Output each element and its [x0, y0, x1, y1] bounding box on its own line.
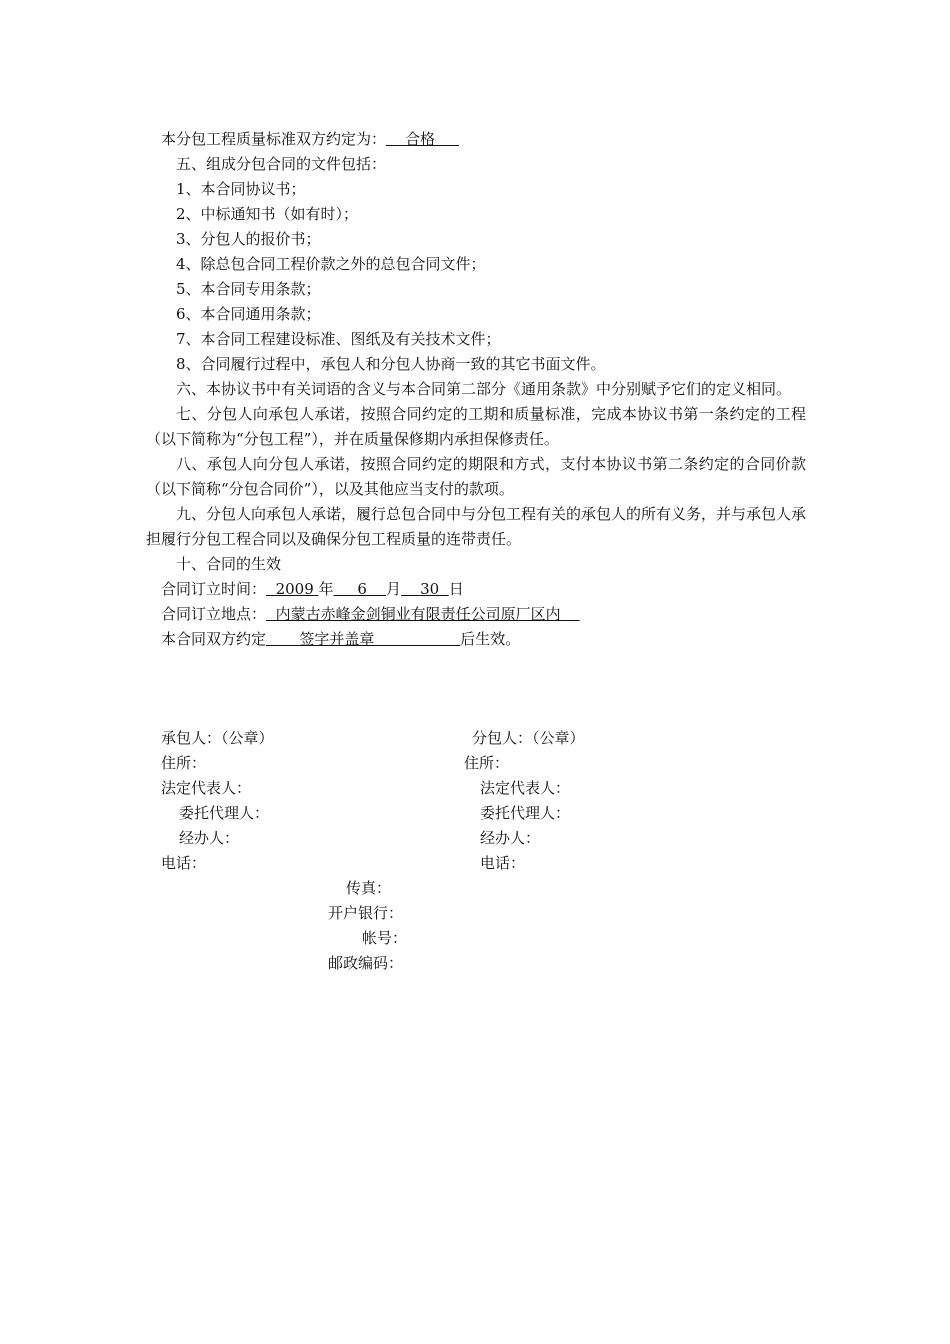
doc-item: 5、本合同专用条款； [176, 280, 321, 298]
quality-label: 本分包工程质量标准双方约定为： [161, 130, 387, 148]
doc-item: 6、本合同通用条款； [176, 305, 321, 323]
place-value: 内蒙古赤峰金剑铜业有限责任公司原厂区内 [275, 605, 561, 623]
contractor-address: 住所： [161, 754, 207, 772]
doc-item: 8、合同履行过程中，承包人和分包人协商一致的其它书面文件。 [176, 355, 606, 373]
quality-line [146, 127, 806, 152]
subcontractor-handler: 经办人： [480, 829, 541, 847]
contract-date-line [146, 577, 806, 602]
doc-item: 1、本合同协议书； [176, 180, 306, 198]
agree-prefix: 本合同双方约定 [161, 630, 267, 648]
doc-item: 2、中标通知书（如有时）； [176, 205, 359, 223]
doc-item: 4、除总包合同工程价款之外的总包合同文件； [176, 255, 486, 273]
contract-body [146, 127, 806, 652]
subcontractor-phone: 电话： [480, 854, 526, 872]
contractor-legal-rep: 法定代表人： [161, 779, 252, 797]
doc-item: 7、本合同工程建设标准、图纸及有关技术文件； [176, 330, 501, 348]
date-month-unit: 月 [386, 580, 402, 598]
place-label: 合同订立地点： [161, 605, 267, 623]
account-label: 帐号： [362, 929, 408, 947]
subcontractor-address: 住所： [464, 754, 510, 772]
section6-paragraph: 六、本协议书中有关词语的含义与本合同第二部分《通用条款》中分别赋予它们的定义相同。 [176, 380, 792, 398]
fax-label: 传真： [346, 879, 392, 897]
date-month: 6 [357, 580, 367, 598]
section8-paragraph: 八、承包人向分包人承诺，按照合同约定的期限和方式，支付本协议书第二条约定的合同价款（以下简称“分包合同价”），以及其他应当支付的款项。 [146, 455, 806, 498]
subcontractor-agent: 委托代理人： [480, 804, 571, 822]
contractor-handler: 经办人： [179, 829, 240, 847]
section9-paragraph: 九、分包人向承包人承诺，履行总包合同中与分包工程有关的承包人的所有义务，并与承包人承担履行分包工程合同以及确保分包工程质量的连带责任。 [146, 505, 807, 548]
agree-suffix: 后生效。 [460, 630, 521, 648]
date-day: 30 [420, 580, 440, 598]
contractor-agent: 委托代理人： [179, 804, 270, 822]
date-label: 合同订立时间： [161, 580, 267, 598]
effective-line [146, 627, 806, 652]
section7-paragraph: 七、分包人向承包人承诺，按照合同约定的工期和质量标准，完成本协议书第一条约定的工程（以下简称为“分包工程”），并在质量保修期内承担保修责任。 [146, 405, 806, 448]
postcode-label: 邮政编码： [328, 954, 404, 972]
section10-heading: 十、合同的生效 [176, 555, 282, 573]
doc-item: 3、分包人的报价书； [176, 230, 321, 248]
date-day-unit: 日 [448, 580, 464, 598]
contract-place-line [146, 602, 806, 627]
quality-value: 合格 [405, 130, 436, 148]
contractor-phone: 电话： [161, 854, 207, 872]
agree-value: 签字并盖章 [299, 630, 375, 648]
subcontractor-seal: 分包人：（公章） [472, 729, 585, 747]
date-year-unit: 年 [318, 580, 334, 598]
subcontractor-legal-rep: 法定代表人： [480, 779, 571, 797]
contractor-seal: 承包人：（公章） [161, 729, 274, 747]
bank-label: 开户银行： [328, 904, 404, 922]
section5-heading: 五、组成分包合同的文件包括： [176, 155, 387, 173]
date-year: 2009 [275, 580, 314, 598]
